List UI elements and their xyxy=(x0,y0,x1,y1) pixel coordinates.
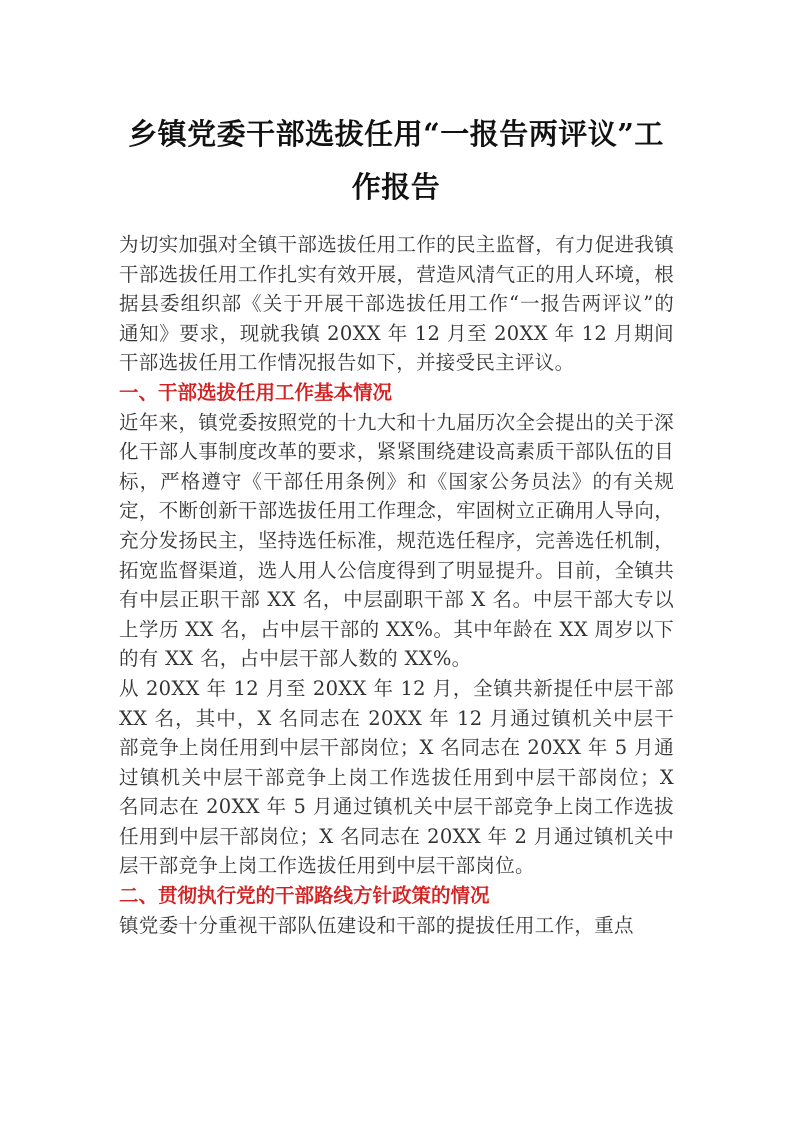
section-heading-2: 二、贯彻执行党的干部路线方针政策的情况 xyxy=(119,884,490,908)
intro-paragraph: 为切实加强对全镇干部选拔任用工作的民主监督，有力促进我镇干部选拔任用工作扎实有效开展，营造风清气正的用人环境，根据县委组织部《关于开展干部选拔任用工作“一报告两评议”的通知》要求，现就我镇 20XX 年 12 月至 20XX 年 12 月期间干部选拔任用工作情况报告如下，并接受民主评议。 xyxy=(119,233,674,375)
section1-paragraph-2: 从 20XX 年 12 月至 20XX 年 12 月，全镇共新提任中层干部 XX 名，其中，X 名同志在 20XX 年 12 月通过镇机关中层干部竞争上岗任用到中层干部岗位；X 名同志在 20XX 年 5 月通过镇机关中层干部竞争上岗工作选拔任用到中层干部岗位；X 名同志在 20XX 年 5 月通过镇机关中层干部竞争上岗工作选拔任用到中层干部岗位；X 名同志在 20XX 年 2 月通过镇机关中层干部竞争上岗工作选拔任用到中层干部岗位。 xyxy=(119,676,674,878)
document-title: 乡镇党委干部选拔任用“一报告两评议”工作报告 xyxy=(128,117,664,204)
section2-paragraph-1: 镇党委十分重视干部队伍建设和干部的提拔任用工作，重点 xyxy=(119,913,634,937)
document-body xyxy=(119,230,674,940)
section-heading-1: 一、干部选拔任用工作基本情况 xyxy=(119,380,393,404)
section1-paragraph-1: 近年来，镇党委按照党的十九大和十九届历次全会提出的关于深化干部人事制度改革的要求，紧紧围绕建设高素质干部队伍的目标，严格遵守《干部任用条例》和《国家公务员法》的有关规定，不断创新干部选拔任用工作理念，牢固树立正确用人导向，充分发扬民主，坚持选任标准，规范选任程序，完善选任机制，拓宽监督渠道，选人用人公信度得到了明显提升。目前，全镇共有中层正职干部 XX 名，中层副职干部 X 名。中层干部大专以上学历 XX 名，占中层干部的 XX%。其中年龄在 XX 周岁以下的有 XX 名，占中层干部人数的 XX%。 xyxy=(119,410,674,671)
